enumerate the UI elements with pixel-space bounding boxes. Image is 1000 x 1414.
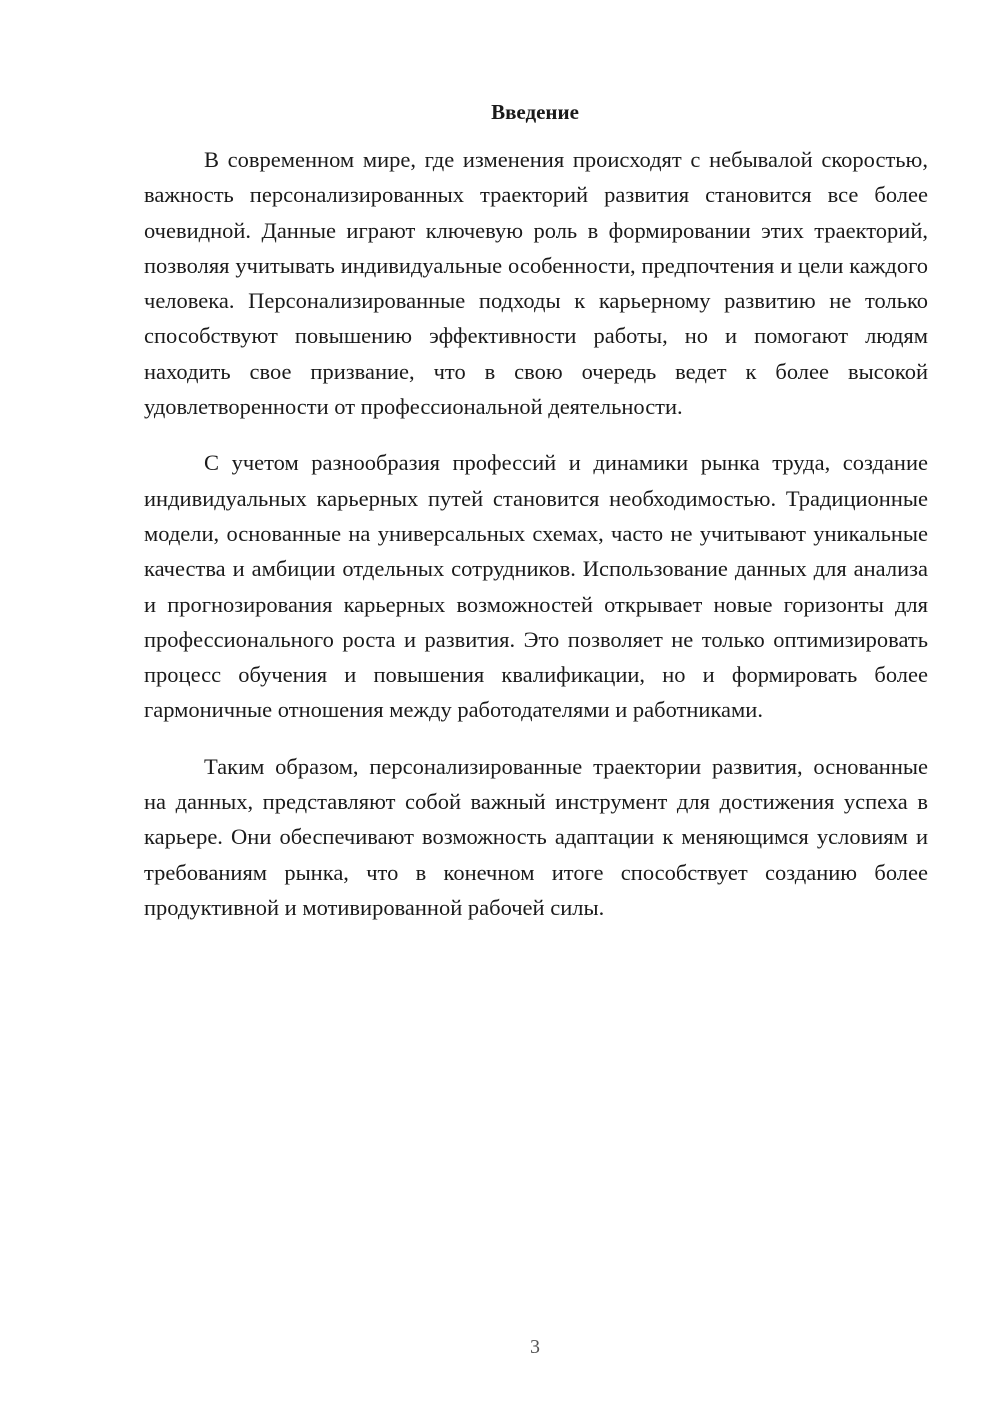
page-number: 3 <box>530 1336 540 1358</box>
body-text <box>144 142 928 925</box>
paragraph-2: С учетом разнообразия профессий и динамики рынка труда, создание индивидуальных карьерных путей становится необходимостью. Традиционные модели, основанные на универсальных схемах, часто не учитывают уникальные качества и амбиции отдельных сотрудников. Использование данных для анализа и прогнозирования карьерных возможностей открывает новые горизонты для профессионального роста и развития. Это позволяет не только оптимизировать процесс обучения и повышения квалификации, но и формировать более гармоничные отношения между работодателями и работниками. <box>144 450 928 723</box>
paragraph-3: Таким образом, персонализированные траектории развития, основанные на данных, представляют собой важный инструмент для достижения успеха в карьере. Они обеспечивают возможность адаптации к меняющимся условиям и требованиям рынка, что в конечном итоге способствует созданию более продуктивной и мотивированной рабочей силы. <box>144 753 928 920</box>
section-title: Введение <box>491 100 579 124</box>
paragraph-1: В современном мире, где изменения происходят с небывалой скоростью, важность персонализированных траекторий развития становится все более очевидной. Данные играют ключевую роль в формировании этих траекторий, позволяя учитывать индивидуальные особенности, предпочтения и цели каждого человека. Персонализированные подходы к карьерному развитию не только способствуют повышению эффективности работы, но и помогают людям находить свое призвание, что в свою очередь ведет к более высокой удовлетворенности от профессиональной деятельности. <box>144 147 928 420</box>
